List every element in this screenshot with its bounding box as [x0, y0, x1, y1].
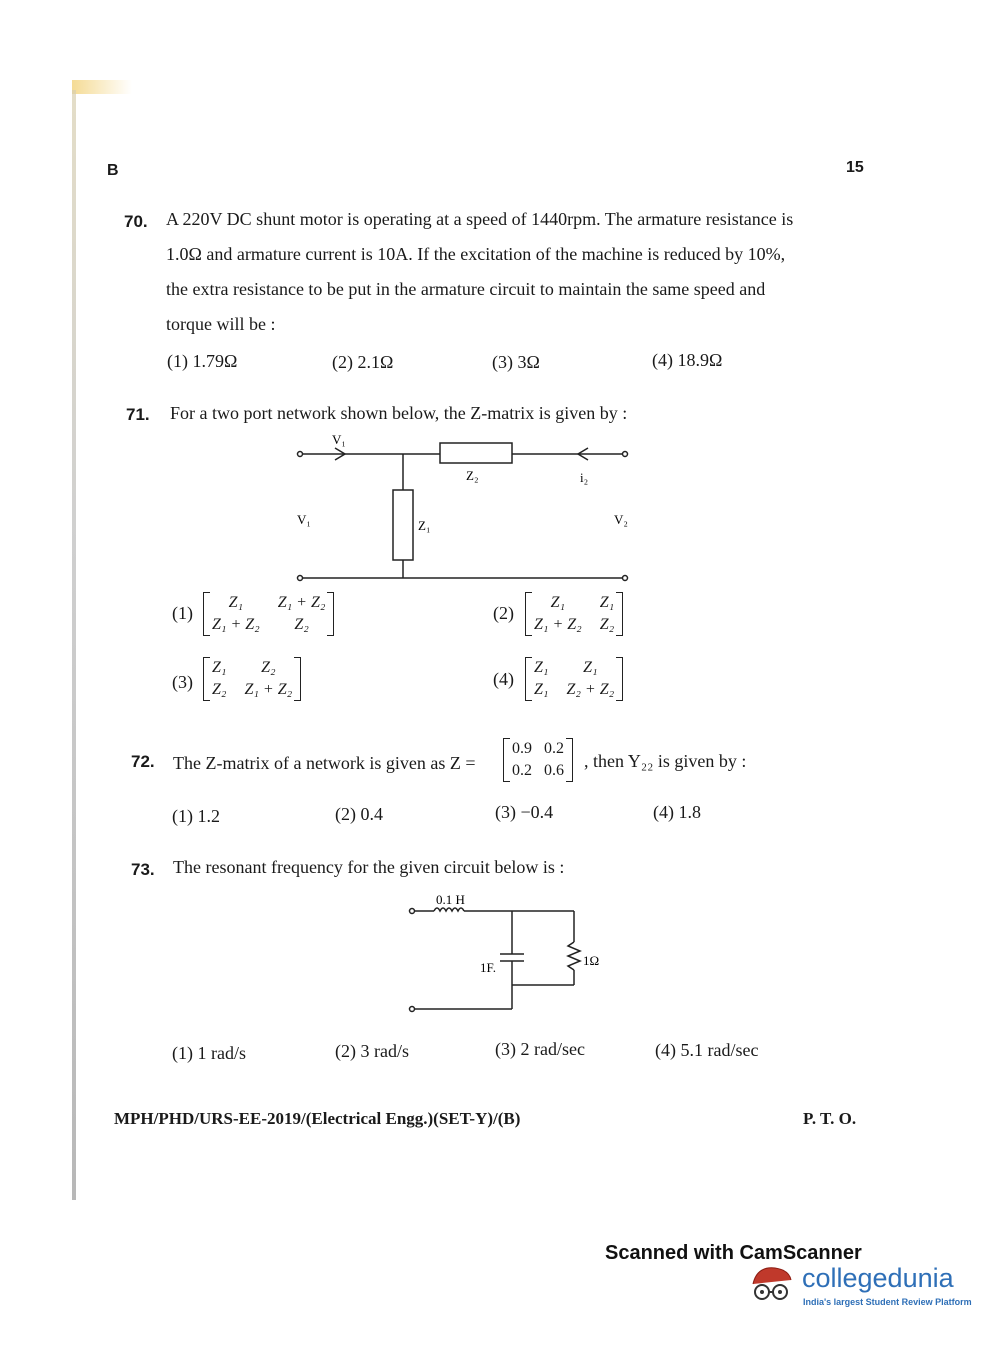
- q73-option-3: (3) 2 rad/sec: [495, 1039, 585, 1059]
- matrix-cell: Z₂: [261, 659, 276, 676]
- collegedunia-brand: collegedunia: [802, 1263, 954, 1293]
- q70-line: 1.0Ω and armature current is 10A. If the excitation of the machine is reduced by 10%,: [166, 244, 786, 264]
- matrix-cell: Z₁: [228, 594, 244, 611]
- q72-option-3: (3) −0.4: [495, 802, 554, 822]
- port2-bottom-terminal: [623, 576, 628, 581]
- two-port-network-diagram: [280, 428, 660, 588]
- matrix-cell: Z₁: [550, 594, 566, 611]
- q72-text-before: The Z-matrix of a network is given as Z =: [173, 753, 476, 773]
- port2-top-terminal: [623, 452, 628, 457]
- q71-option-4-label: (4): [493, 669, 514, 689]
- q71-option-2-matrix: [525, 592, 623, 636]
- q70-number: 70.: [124, 212, 148, 231]
- q72-z-matrix: [503, 738, 573, 782]
- v1-side-label: V₁: [297, 512, 311, 527]
- q71-text: For a two port network shown below, the Z-matrix is given by :: [170, 403, 628, 423]
- q72-option-4: (4) 1.8: [653, 802, 701, 822]
- matrix-cell: Z₁ + Z₂: [534, 616, 582, 633]
- collegedunia-mascot-icon: [745, 1262, 797, 1308]
- port1-bottom-terminal: [298, 576, 303, 581]
- matrix-cell: Z₁ + Z₂: [244, 681, 293, 698]
- input-bottom-terminal: [410, 1007, 415, 1012]
- page-number: 15: [846, 159, 864, 176]
- matrix-cell: 0.6: [544, 762, 564, 779]
- v1-top-label: V₁: [332, 432, 346, 447]
- matrix-cell: Z₂: [599, 616, 615, 633]
- q72-number: 72.: [131, 752, 155, 771]
- resistor-symbol: [568, 942, 580, 970]
- q73-option-4: (4) 5.1 rad/sec: [655, 1040, 759, 1060]
- matrix-cell: Z₂: [294, 616, 309, 633]
- q73-option-2: (2) 3 rad/s: [335, 1041, 409, 1061]
- exam-code: MPH/PHD/URS-EE-2019/(Electrical Engg.)(SET-Y)/(B): [114, 1109, 521, 1128]
- pto-label: P. T. O.: [803, 1109, 857, 1128]
- q70-option-4: (4) 18.9Ω: [652, 350, 723, 370]
- q72-text-after: , then Y₂₂ is given by :: [584, 751, 747, 771]
- q71-option-1-label: (1): [172, 603, 193, 623]
- input-top-terminal: [410, 909, 415, 914]
- matrix-cell: Z₂: [212, 681, 227, 698]
- q71-option-4-matrix: [525, 657, 623, 701]
- matrix-cell: Z₂ + Z₂: [566, 681, 615, 698]
- q71-option-2-label: (2): [493, 603, 514, 623]
- q73-number: 73.: [131, 860, 155, 879]
- resistor-label: 1Ω: [583, 953, 600, 968]
- matrix-cell: Z₁ + Z₂: [212, 616, 260, 633]
- q71-number: 71.: [126, 405, 150, 424]
- set-label: B: [107, 162, 119, 179]
- matrix-cell: Z₁ + Z₂: [277, 594, 326, 611]
- q70-line: A 220V DC shunt motor is operating at a speed of 1440rpm. The armature resistance is: [166, 209, 794, 229]
- inductor-label: 0.1 H: [436, 892, 465, 907]
- collegedunia-tagline: India's largest Student Review Platform: [803, 1297, 972, 1307]
- q73-text: The resonant frequency for the given circuit below is :: [173, 857, 565, 877]
- z1-impedance: [393, 490, 413, 560]
- q70-option-2: (2) 2.1Ω: [332, 352, 394, 372]
- q72-option-1: (1) 1.2: [172, 806, 220, 826]
- q71-option-3-matrix: [203, 657, 301, 701]
- z2-impedance: [440, 443, 512, 463]
- v2-label: V₂: [614, 512, 628, 527]
- q70-option-1: (1) 1.79Ω: [167, 351, 238, 371]
- rlc-circuit-diagram: [400, 890, 620, 1020]
- q72-option-2: (2) 0.4: [335, 804, 383, 824]
- matrix-cell: 0.9: [512, 740, 532, 757]
- z2-label: Z₂: [466, 468, 479, 483]
- matrix-cell: 0.2: [544, 740, 564, 757]
- matrix-cell: Z₁: [212, 659, 227, 676]
- matrix-cell: Z₁: [534, 681, 549, 698]
- q70-line: the extra resistance to be put in the armature circuit to maintain the same speed and: [166, 279, 766, 299]
- matrix-cell: 0.2: [512, 762, 532, 779]
- i2-label: i₂: [580, 470, 589, 485]
- port1-top-terminal: [298, 452, 303, 457]
- scan-corner-mark: [72, 80, 132, 94]
- q73-option-1: (1) 1 rad/s: [172, 1043, 246, 1063]
- capacitor-label: 1F.: [480, 960, 496, 975]
- matrix-cell: Z₁: [599, 594, 615, 611]
- q70-option-3: (3) 3Ω: [492, 352, 540, 372]
- q70-line: torque will be :: [166, 314, 276, 334]
- camscanner-watermark: Scanned with CamScanner: [605, 1242, 862, 1264]
- q71-option-3-label: (3): [172, 672, 193, 692]
- q71-option-1-matrix: [203, 592, 334, 636]
- inductor-symbol: [434, 908, 464, 911]
- z1-label: Z₁: [418, 518, 431, 533]
- matrix-cell: Z₁: [583, 659, 598, 676]
- scan-margin-line: [72, 90, 76, 1200]
- matrix-cell: Z₁: [534, 659, 549, 676]
- q70-text: [166, 202, 866, 342]
